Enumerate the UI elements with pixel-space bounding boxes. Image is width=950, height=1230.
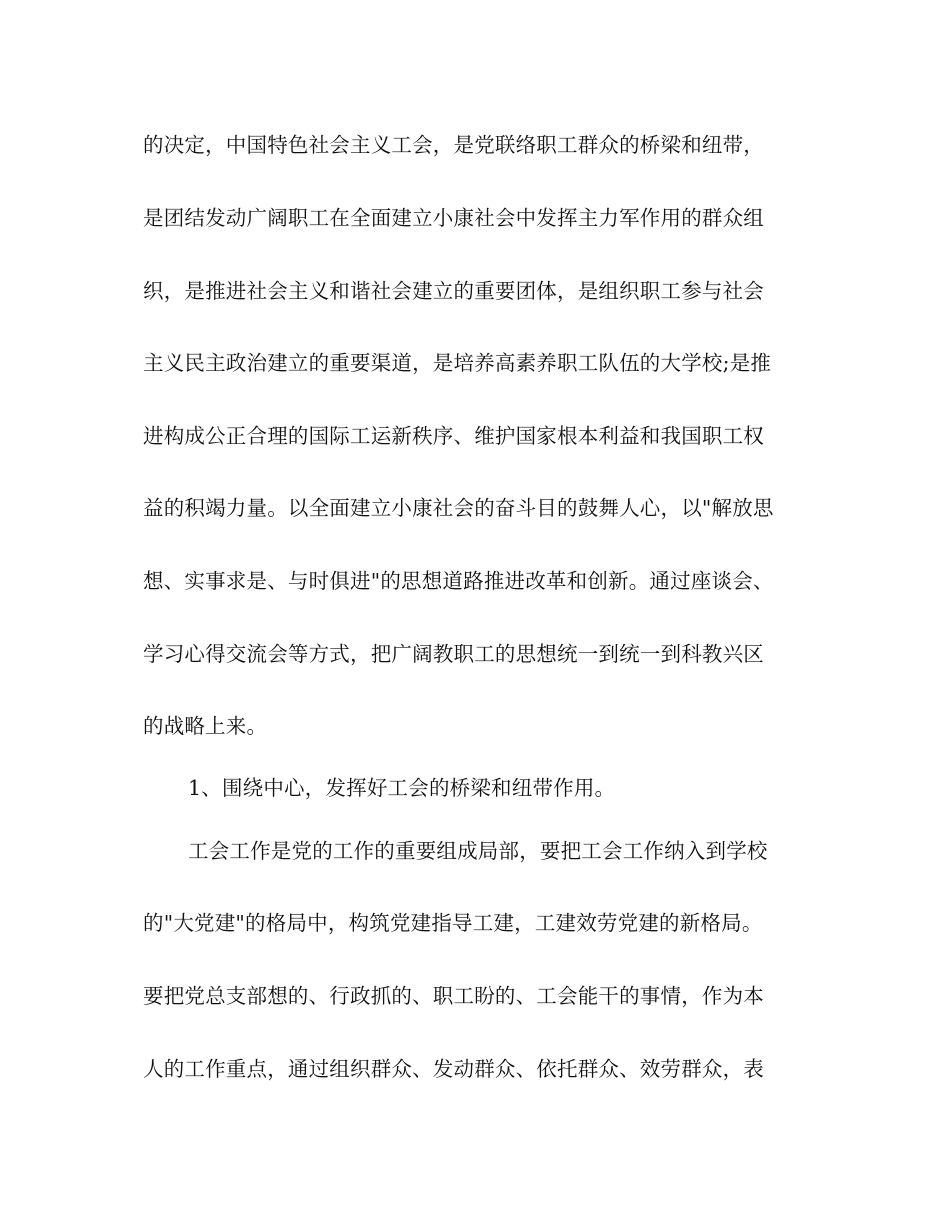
text-line: 要把党总支部想的、行政抓的、职工盼的、工会能干的事情，作为本 — [143, 984, 764, 1008]
text-line: 益的积竭力量。以全面建立小康社会的奋斗目的鼓舞人心，以"解放思 — [143, 496, 774, 520]
paragraph-start-line: 工会工作是党的工作的重要组成局部，要把工会工作纳入到学校 — [188, 839, 768, 863]
text-line: 人的工作重点，通过组织群众、发动群众、依托群众、效劳群众，表 — [143, 1057, 764, 1081]
text-line: 的"大党建"的格局中，构筑党建指导工建，工建效劳党建的新格局。 — [143, 911, 763, 935]
section-heading: 1、围绕中心，发挥好工会的桥梁和纽带作用。 — [188, 776, 616, 800]
text-line: 的战略上来。 — [143, 714, 268, 738]
text-line: 的决定，中国特色社会主义工会，是党联络职工群众的桥梁和纽带， — [143, 133, 764, 157]
text-line: 织，是推进社会主义和谐社会建立的重要团体，是组织职工参与社会 — [143, 279, 764, 303]
text-line: 进构成公正合理的国际工运新秩序、维护国家根本利益和我国职工权 — [143, 424, 764, 448]
text-line: 主义民主政治建立的重要渠道，是培养高素养职工队伍的大学校;是推 — [143, 351, 772, 375]
text-line: 学习心得交流会等方式，把广阔教职工的思想统一到统一到科教兴区 — [143, 642, 764, 666]
text-line: 是团结发动广阔职工在全面建立小康社会中发挥主力军作用的群众组 — [143, 206, 764, 230]
text-line: 想、实事求是、与时俱进"的思想道路推进改革和创新。通过座谈会、 — [143, 569, 774, 593]
